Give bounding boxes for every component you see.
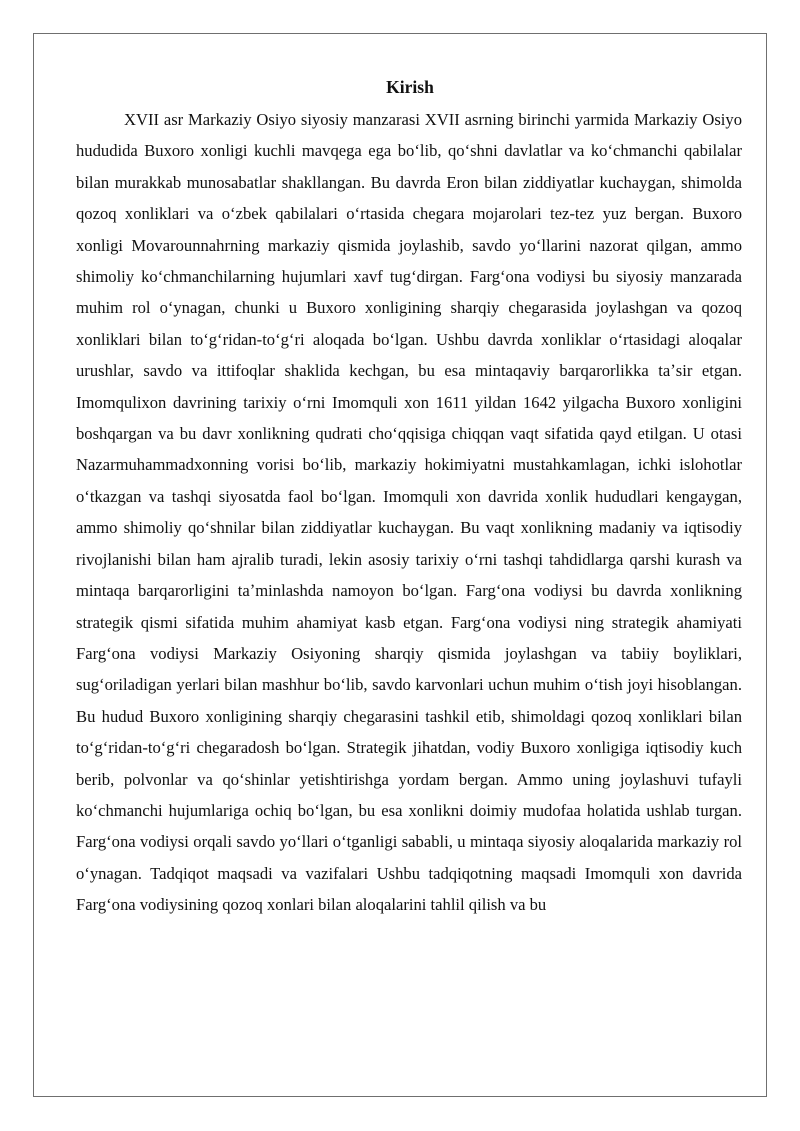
section-title: Kirish <box>386 77 434 97</box>
body-paragraph: XVII asr Markaziy Osiyo siyosiy manzarasi XVII asrning birinchi yarmida Markaziy Osiyo hududida Buxoro xonligi kuchli mavqega ega boʻlib, qoʻshni davlatlar va koʻchmanchi qabilalar bilan murakkab munosabatlar shakllangan. Bu davrda Eron bilan ziddiyatlar kuchaygan, shimolda qozoq xonliklari va oʻzbek qabilalari oʻrtasida chegara mojarolari tez-tez yuz bergan. Buxoro xonligi Movarounnahrning markaziy qismida joylashib, savdo yoʻllarini nazorat qilgan, ammo shimoliy koʻchmanchilarning hujumlari xavf tugʻdirgan. Fargʻona vodiysi bu siyosiy manzarada muhim rol oʻynagan, chunki u Buxoro xonligining sharqiy chegarasida joylashgan va qozoq xonliklari bilan toʻgʻridan-toʻgʻri aloqada boʻlgan. Ushbu davrda xonliklar oʻrtasidagi aloqalar urushlar, savdo va ittifoqlar shaklida kechgan, bu esa mintaqaviy barqarorlikka taʼsir etgan. Imomqulixon davrining tarixiy oʻrni Imomquli xon 1611 yildan 1642 yilgacha Buxoro xonligini boshqargan va bu davr xonlikning qudrati choʻqqisiga chiqqan vaqt sifatida qayd etilgan. U otasi Nazarmuhammadxonning vorisi boʻlib, markaziy hokimiyatni mustahkamlagan, ichki islohotlar oʻtkazgan va tashqi siyosatda faol boʻlgan. Imomquli xon davrida xonlik hududlari kengaygan, ammo shimoliy qoʻshnilar bilan ziddiyatlar kuchaygan. Bu vaqt xonlikning madaniy va iqtisodiy rivojlanishi bilan ham ajralib turadi, lekin asosiy tarixiy oʻrni tashqi tahdidlarga qarshi kurash va mintaqa barqarorligini taʼminlashda namoyon boʻlgan. Fargʻona vodiysi bu davrda xonlikning strategik qismi sifatida muhim ahamiyat kasb etgan. Fargʻona vodiysi ning strategik ahamiyati Fargʻona vodiysi Markaziy Osiyoning sharqiy qismida joylashgan va tabiiy boyliklari, sugʻoriladigan yerlari bilan mashhur boʻlib, savdo karvonlari uchun muhim oʻtish joyi hisoblangan. Bu hudud Buxoro xonligining sharqiy chegarasini tashkil etib, shimoldagi qozoq xonliklari bilan toʻgʻridan-toʻgʻri chegaradosh boʻlgan. Strategik jihatdan, vodiy Buxoro xonligiga iqtisodiy kuch berib, polvonlar va qoʻshinlar yetishtirishga yordam bergan. Ammo uning joylashuvi tufayli koʻchmanchi hujumlariga ochiq boʻlgan, bu esa xonlikni doimiy mudofaa holatida ushlab turgan. Fargʻona vodiysi orqali savdo yoʻllari oʻtganligi sababli, u mintaqa siyosiy aloqalarida markaziy rol oʻynagan. Tadqiqot maqsadi va vazifalari Ushbu tadqiqotning maqsadi Imomquli xon davrida Fargʻona vodiysining qozoq xonlari bilan aloqalarini tahlil qilish va bu <box>76 110 742 915</box>
